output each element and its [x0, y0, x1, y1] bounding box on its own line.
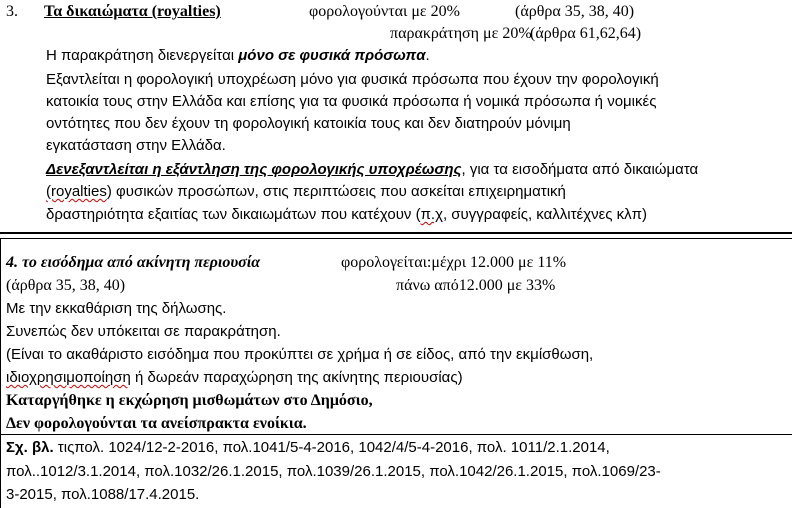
paragraph-line: Με την εκκαθάριση της δήλωσης.: [6, 300, 227, 317]
emphasis-text: Δενεξαντλείται η εξάντληση της φορολογικής υποχρέωσης: [46, 161, 462, 178]
spellcheck-word: ιδιοχρησιμοποίηση: [6, 369, 131, 386]
body-text: ή δωρεάν παραχώρηση της ακίνητης περιουσίας): [130, 369, 463, 386]
articles-ref: (άρθρα 35, 38, 40): [6, 277, 126, 294]
paragraph-line: εγκατάσταση στην Ελλάδα.: [46, 137, 226, 154]
body-text: δραστηριότητα εξαιτίας των δικαιωμάτων που κατέχουν (: [46, 206, 421, 223]
paragraph-line: [46, 205, 647, 225]
section-title: 4. το εισόδημα από ακίνητη περιουσία: [6, 254, 261, 271]
bold-note: Καταργήθηκε η εκχώρηση μισθωμάτων στο Δημόσιο,: [6, 392, 373, 409]
table-border: [0, 238, 792, 239]
references-text: τιςπολ. 1024/12-2-2016, πολ.1041/5-4-2016, 1042/4/5-4-2016, πολ. 1011/2.1.2014,: [53, 439, 610, 456]
withholding-prefix: Η παρακράτηση διενεργείται: [46, 47, 235, 64]
paragraph-line: κατοικία τους στην Ελλάδα και επίσης για τα φυσικά πρόσωπα ή νομικά πρόσωπα ή νομικές: [46, 93, 657, 110]
articles-ref: (άρθρα 35, 38, 40): [515, 3, 635, 20]
tax-rate-text: πάνω από12.000 με 33%: [396, 277, 556, 294]
articles-ref: (άρθρα 61,62,64): [530, 25, 642, 42]
body-text: ) φυσικών προσώπων, στις περιπτώσεις που ασκείται επιχειρηματική: [106, 183, 566, 200]
withholding-suffix: .: [425, 47, 430, 64]
withholding-rate-text: παρακράτηση με 20%: [390, 25, 532, 42]
paragraph-line: οντότητες που δεν έχουν τη φορολογική κατοικία τους και δεν διατηρούν μόνιμη: [46, 115, 571, 132]
withholding-note: [46, 46, 430, 66]
tax-rate-text: φορολογούνται με 20%: [309, 3, 460, 20]
section-divider: [0, 232, 792, 234]
tax-rate-text: φορολογείται:μέχρι 12.000 με 11%: [341, 254, 567, 271]
body-text: , για τα εισοδήματα από δικαιώματα: [461, 161, 699, 178]
paragraph-line: [6, 368, 463, 388]
paragraph-line: [46, 182, 566, 202]
paragraph-line: (Είναι το ακαθάριστο εισόδημα που προκύπτει σε χρήμα ή σε είδος, από την εκμίσθωση,: [6, 346, 594, 363]
section-title: Τα δικαιώματα (royalties): [44, 3, 221, 20]
spellcheck-word: π.χ: [420, 206, 443, 223]
table-border-left: [0, 238, 1, 508]
table-border: [0, 434, 792, 435]
references-line: πολ..1012/3.1.2014, πολ.1032/26.1.2015, πολ.1039/26.1.2015, πολ.1042/26.1.2015, πολ.1069/23-: [6, 463, 661, 480]
references-label: Σχ. βλ.: [6, 439, 54, 456]
paragraph-line: [46, 160, 698, 180]
withholding-emphasis: μόνο σε φυσικά πρόσωπα: [238, 47, 426, 64]
paragraph-line: Εξαντλείται η φορολογική υποχρέωση μόνο για φυσικά πρόσωπα που έχουν την φορολογική: [46, 71, 659, 88]
references-line: 3-2015, πολ.1088/17.4.2015.: [6, 486, 200, 503]
spellcheck-word: (royalties: [46, 183, 107, 200]
body-text: , συγγραφείς, καλλιτέχνες κλπ): [442, 206, 648, 223]
bold-note: Δεν φορολογούνται τα ανείσπρακτα ενοίκια.: [6, 415, 307, 432]
section-heading-line: [6, 253, 260, 273]
references-line: [6, 438, 610, 458]
section-number: 3.: [6, 3, 18, 20]
paragraph-line: Συνεπώς δεν υπόκειται σε παρακράτηση.: [6, 323, 281, 340]
